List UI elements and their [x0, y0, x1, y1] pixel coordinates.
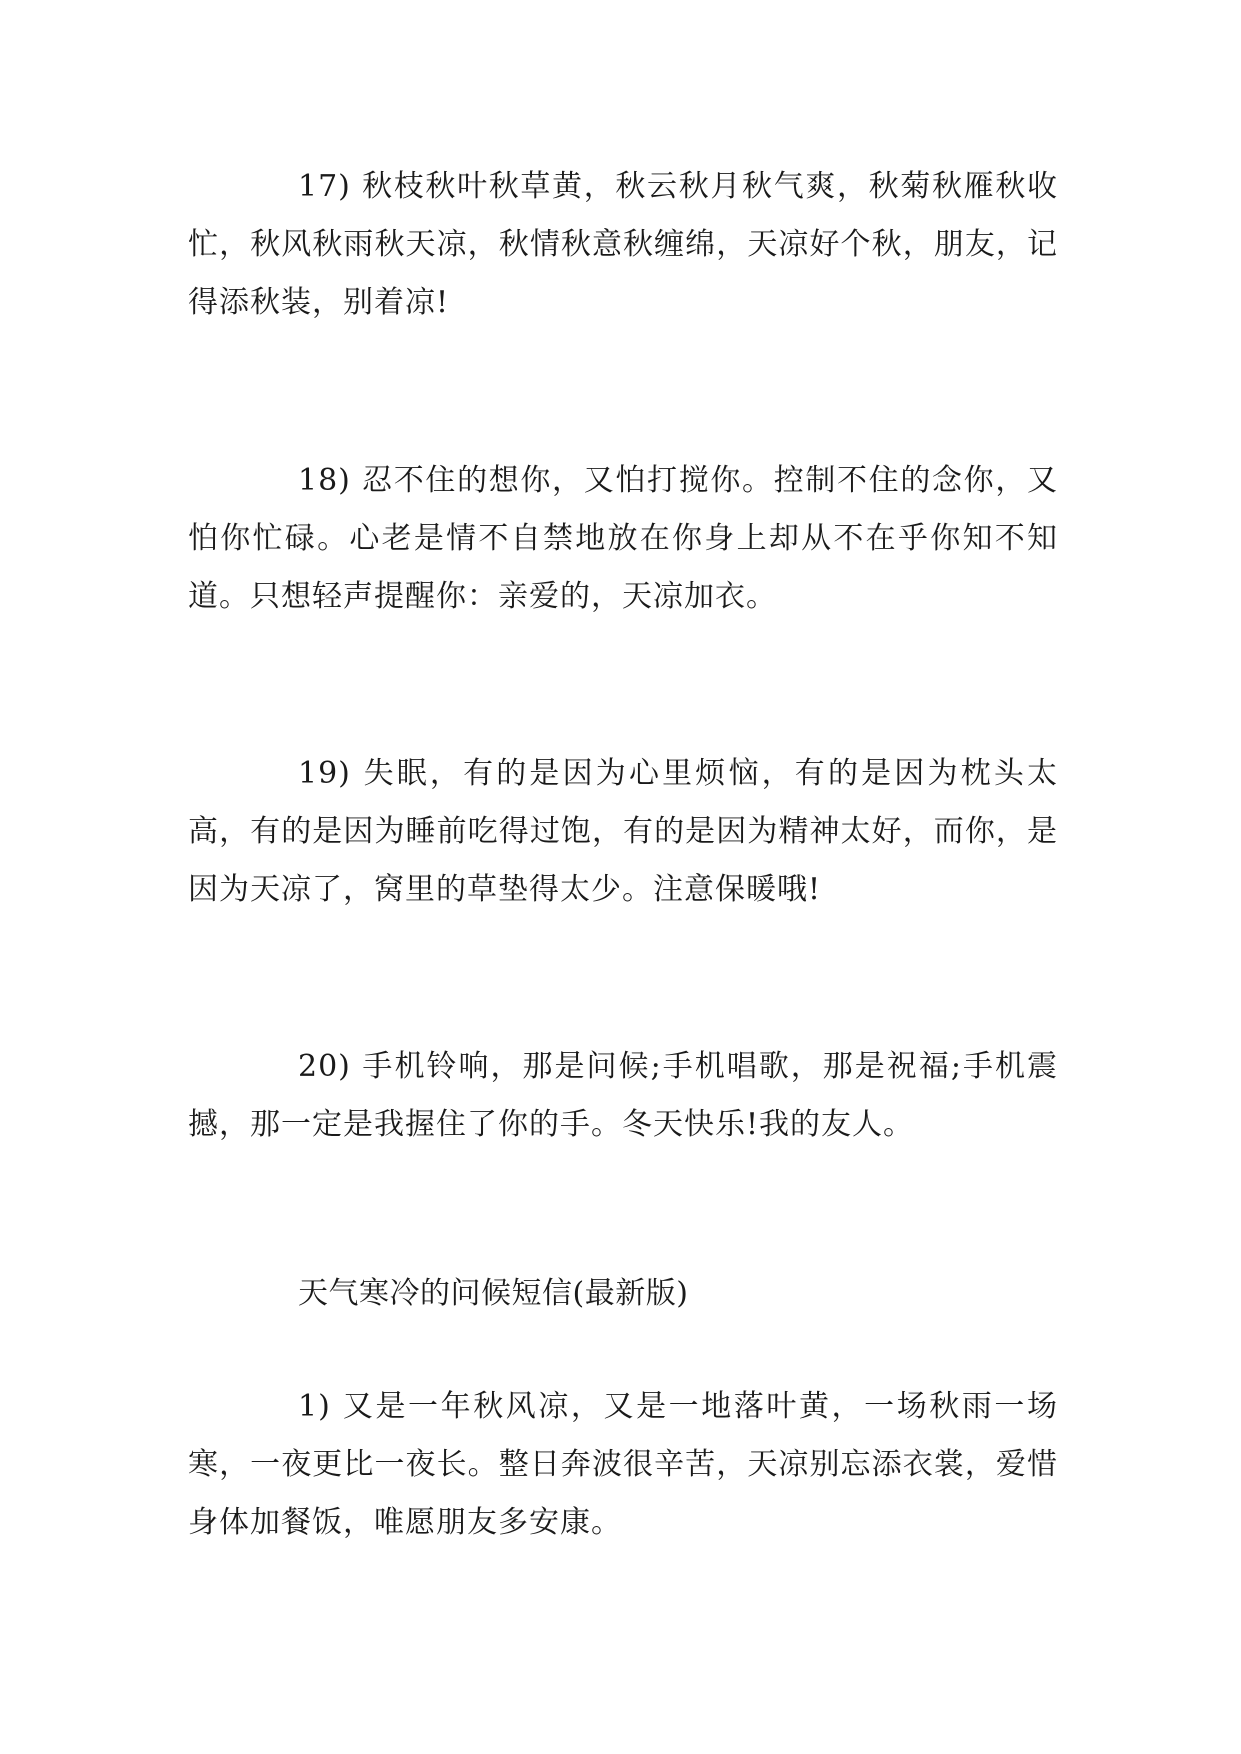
- paragraph-17: 17) 秋枝秋叶秋草黄，秋云秋月秋气爽，秋菊秋雁秋收忙，秋风秋雨秋天凉，秋情秋意秋缠绵，天凉好个秋，朋友，记得添秋装，别着凉!: [188, 169, 1058, 320]
- section-title: 天气寒冷的问候短信(最新版): [298, 1276, 689, 1311]
- paragraph-18: 18) 忍不住的想你，又怕打搅你。控制不住的念你，又怕你忙碌。心老是情不自禁地放在你身上却从不在乎你知不知道。只想轻声提醒你：亲爱的，天凉加衣。: [188, 463, 1058, 614]
- paragraph-1: 1) 又是一年秋风凉，又是一地落叶黄，一场秋雨一场寒，一夜更比一夜长。整日奔波很辛苦，天凉别忘添衣裳，爱惜身体加餐饭，唯愿朋友多安康。: [188, 1389, 1058, 1540]
- paragraph-20: 20) 手机铃响，那是问候;手机唱歌，那是祝福;手机震撼，那一定是我握住了你的手。冬天快乐!我的友人。: [188, 1049, 1058, 1142]
- paragraph-19: 19) 失眠，有的是因为心里烦恼，有的是因为枕头太高，有的是因为睡前吃得过饱，有的是因为精神太好，而你，是因为天凉了，窝里的草垫得太少。注意保暖哦!: [188, 756, 1058, 907]
